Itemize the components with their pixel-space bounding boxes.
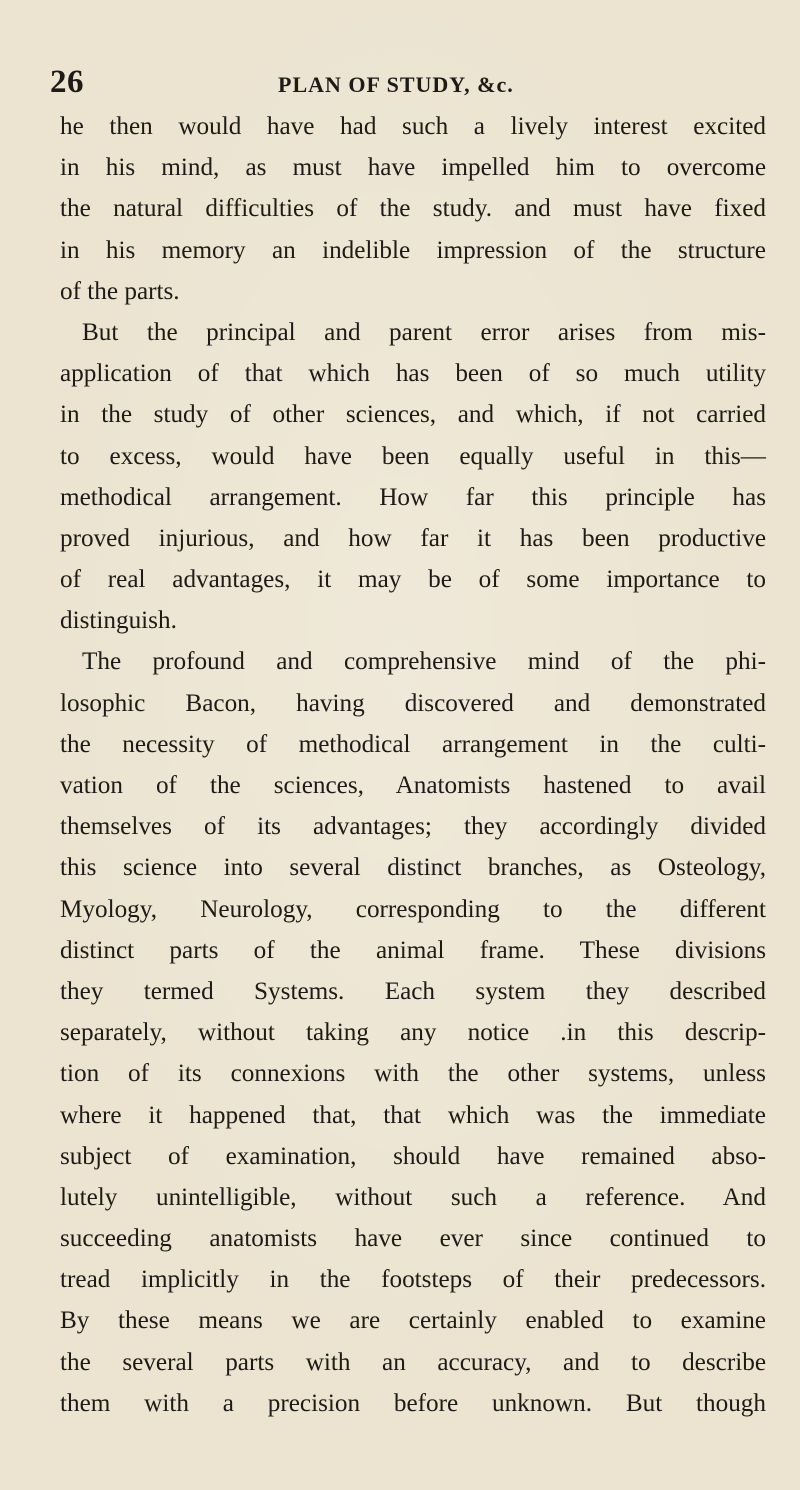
text-line: Myology, Neurology, corresponding to the different — [60, 895, 766, 923]
text-line: of real advantages, it may be of some importance to — [60, 566, 766, 594]
text-line: lutely unintelligible, without such a reference. And — [60, 1183, 766, 1211]
page-number: 26 — [50, 64, 84, 100]
text-line: tion of its connexions with the other systems, unless — [60, 1060, 766, 1088]
text-line: the several parts with an accuracy, and to describe — [60, 1348, 766, 1376]
text-line: distinguish. — [60, 607, 177, 635]
text-line: proved injurious, and how far it has been productive — [60, 524, 766, 552]
text-line: methodical arrangement. How far this principle has — [60, 483, 766, 511]
text-line: separately, without taking any notice .in this descrip- — [60, 1019, 766, 1047]
running-head: PLAN OF STUDY, &c. — [278, 72, 514, 97]
text-line: they termed Systems. Each system they described — [60, 977, 766, 1005]
text-line: application of that which has been of so much utility — [60, 360, 766, 388]
text-line: this science into several distinct branches, as Osteology, — [60, 854, 766, 882]
paragraph-start-line: The profound and comprehensive mind of the phi- — [82, 648, 766, 676]
paragraph-start-line: But the principal and parent error arises from mis- — [82, 318, 766, 346]
text-line: them with a precision before unknown. But though — [60, 1389, 766, 1417]
text-line: he then would have had such a lively interest excited — [60, 113, 766, 140]
text-line: in his memory an indelible impression of the structure — [60, 236, 766, 264]
text-line: themselves of its advantages; they accordingly divided — [60, 813, 766, 841]
text-line: in the study of other sciences, and which, if not carried — [60, 401, 766, 429]
text-line: in his mind, as must have impelled him to overcome — [60, 154, 766, 182]
text-line: distinct parts of the animal frame. These divisions — [60, 936, 766, 964]
text-line: of the parts. — [60, 277, 180, 305]
page-header — [50, 64, 750, 104]
text-line: By these means we are certainly enabled to examine — [60, 1307, 766, 1335]
text-line: tread implicitly in the footsteps of their predecessors. — [60, 1266, 766, 1294]
text-line: where it happened that, that which was the immediate — [60, 1101, 766, 1129]
text-line: the necessity of methodical arrangement in the culti- — [60, 730, 766, 758]
text-line: the natural difficulties of the study. and must have fixed — [60, 195, 766, 223]
body-text — [60, 106, 766, 1424]
text-line: subject of examination, should have remained abso- — [60, 1142, 766, 1170]
text-line: vation of the sciences, Anatomists hastened to avail — [60, 772, 766, 799]
text-line: losophic Bacon, having discovered and demonstrated — [60, 689, 766, 717]
text-line: succeeding anatomists have ever since continued to — [60, 1225, 766, 1253]
text-line: to excess, would have been equally useful in this— — [60, 442, 766, 470]
